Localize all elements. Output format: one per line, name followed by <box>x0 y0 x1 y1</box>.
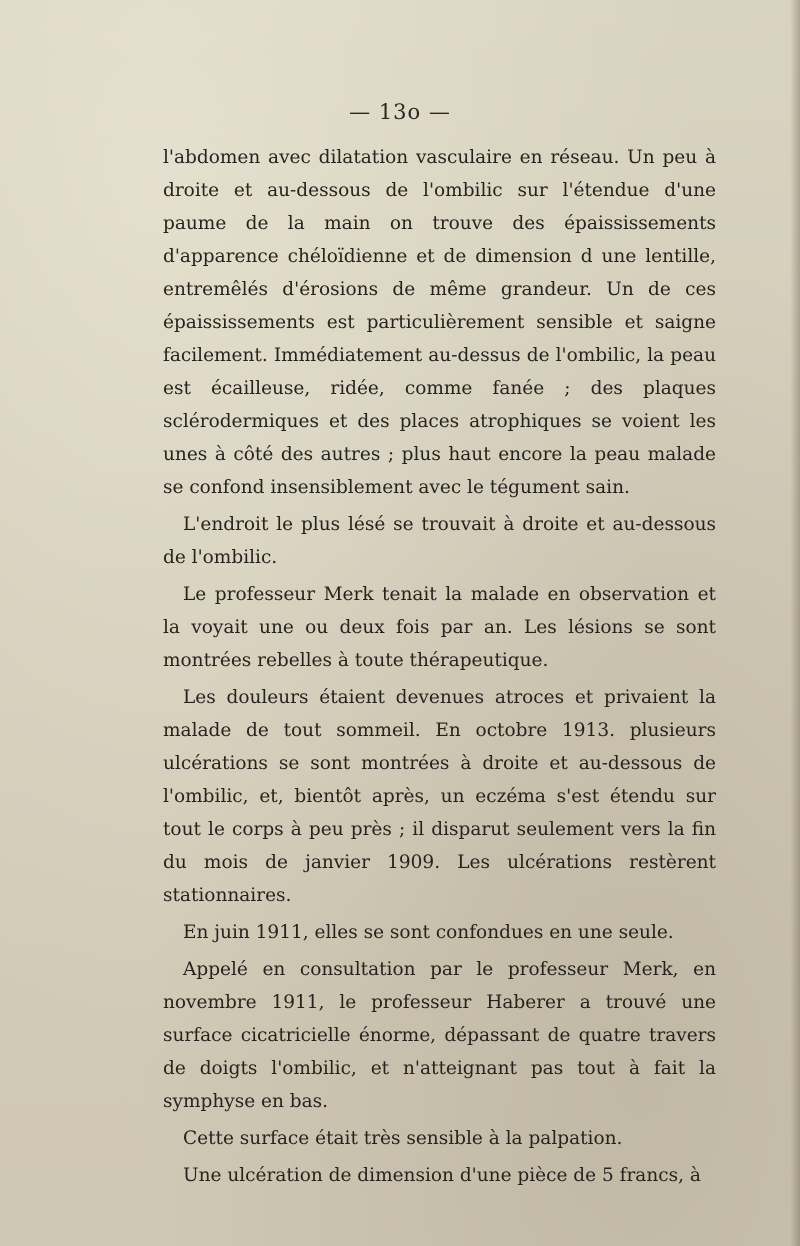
paragraph-6: Appelé en consultation par le professeur Merk, en novembre 1911, le professeur Haberer a trouvé une surface cicatricielle énorme, dépassant de quatre travers de doigts l'ombilic, et n'atteignant pas tout à fait la symphyse en bas. <box>163 959 716 1112</box>
paragraph-4: Les douleurs étaient devenues atroces et privaient la malade de tout sommeil. En octobre 1913. plusieurs ulcérations se sont montrées à droite et au-dessous de l'ombilic, et, bientôt après, un eczéma s'est étendu sur tout le corps à peu près ; il disparut seulement vers la fin du mois de janvier 1909. Les ulcérations restèrent stationnaires. <box>163 687 716 906</box>
paragraph-2: L'endroit le plus lésé se trouvait à droite et au-dessous de l'ombilic. <box>163 514 716 568</box>
page-number: — 13o — <box>349 100 451 124</box>
paragraph-1: l'abdomen avec dilatation vasculaire en réseau. Un peu à droite et au-dessous de l'ombilic sur l'étendue d'une paume de la main on trouve des épaississements d'apparence chéloïdienne et de dimension d une lentille, entremêlés d'érosions de même grandeur. Un de ces épaississements est particulièrement sensible et saigne facilement. Immédiatement au-dessus de l'ombilic, la peau est écailleuse, ridée, comme fanée ; des plaques sclérodermiques et des places atrophiques se voient les unes à côté des autres ; plus haut encore la peau malade se confond insensiblement avec le tégument sain. <box>163 147 716 498</box>
paragraph-7: Cette surface était très sensible à la palpation. <box>183 1128 623 1149</box>
paragraph-5: En juin 1911, elles se sont confondues en une seule. <box>183 922 674 943</box>
paragraph-3: Le professeur Merk tenait la malade en observation et la voyait une ou deux fois par an. Les lésions se sont montrées rebelles à toute thérapeutique. <box>163 584 716 671</box>
page-edge-shadow <box>790 0 800 1246</box>
paragraph-8: Une ulcération de dimension d'une pièce de 5 francs, à <box>183 1165 701 1186</box>
body-text <box>163 141 716 1192</box>
